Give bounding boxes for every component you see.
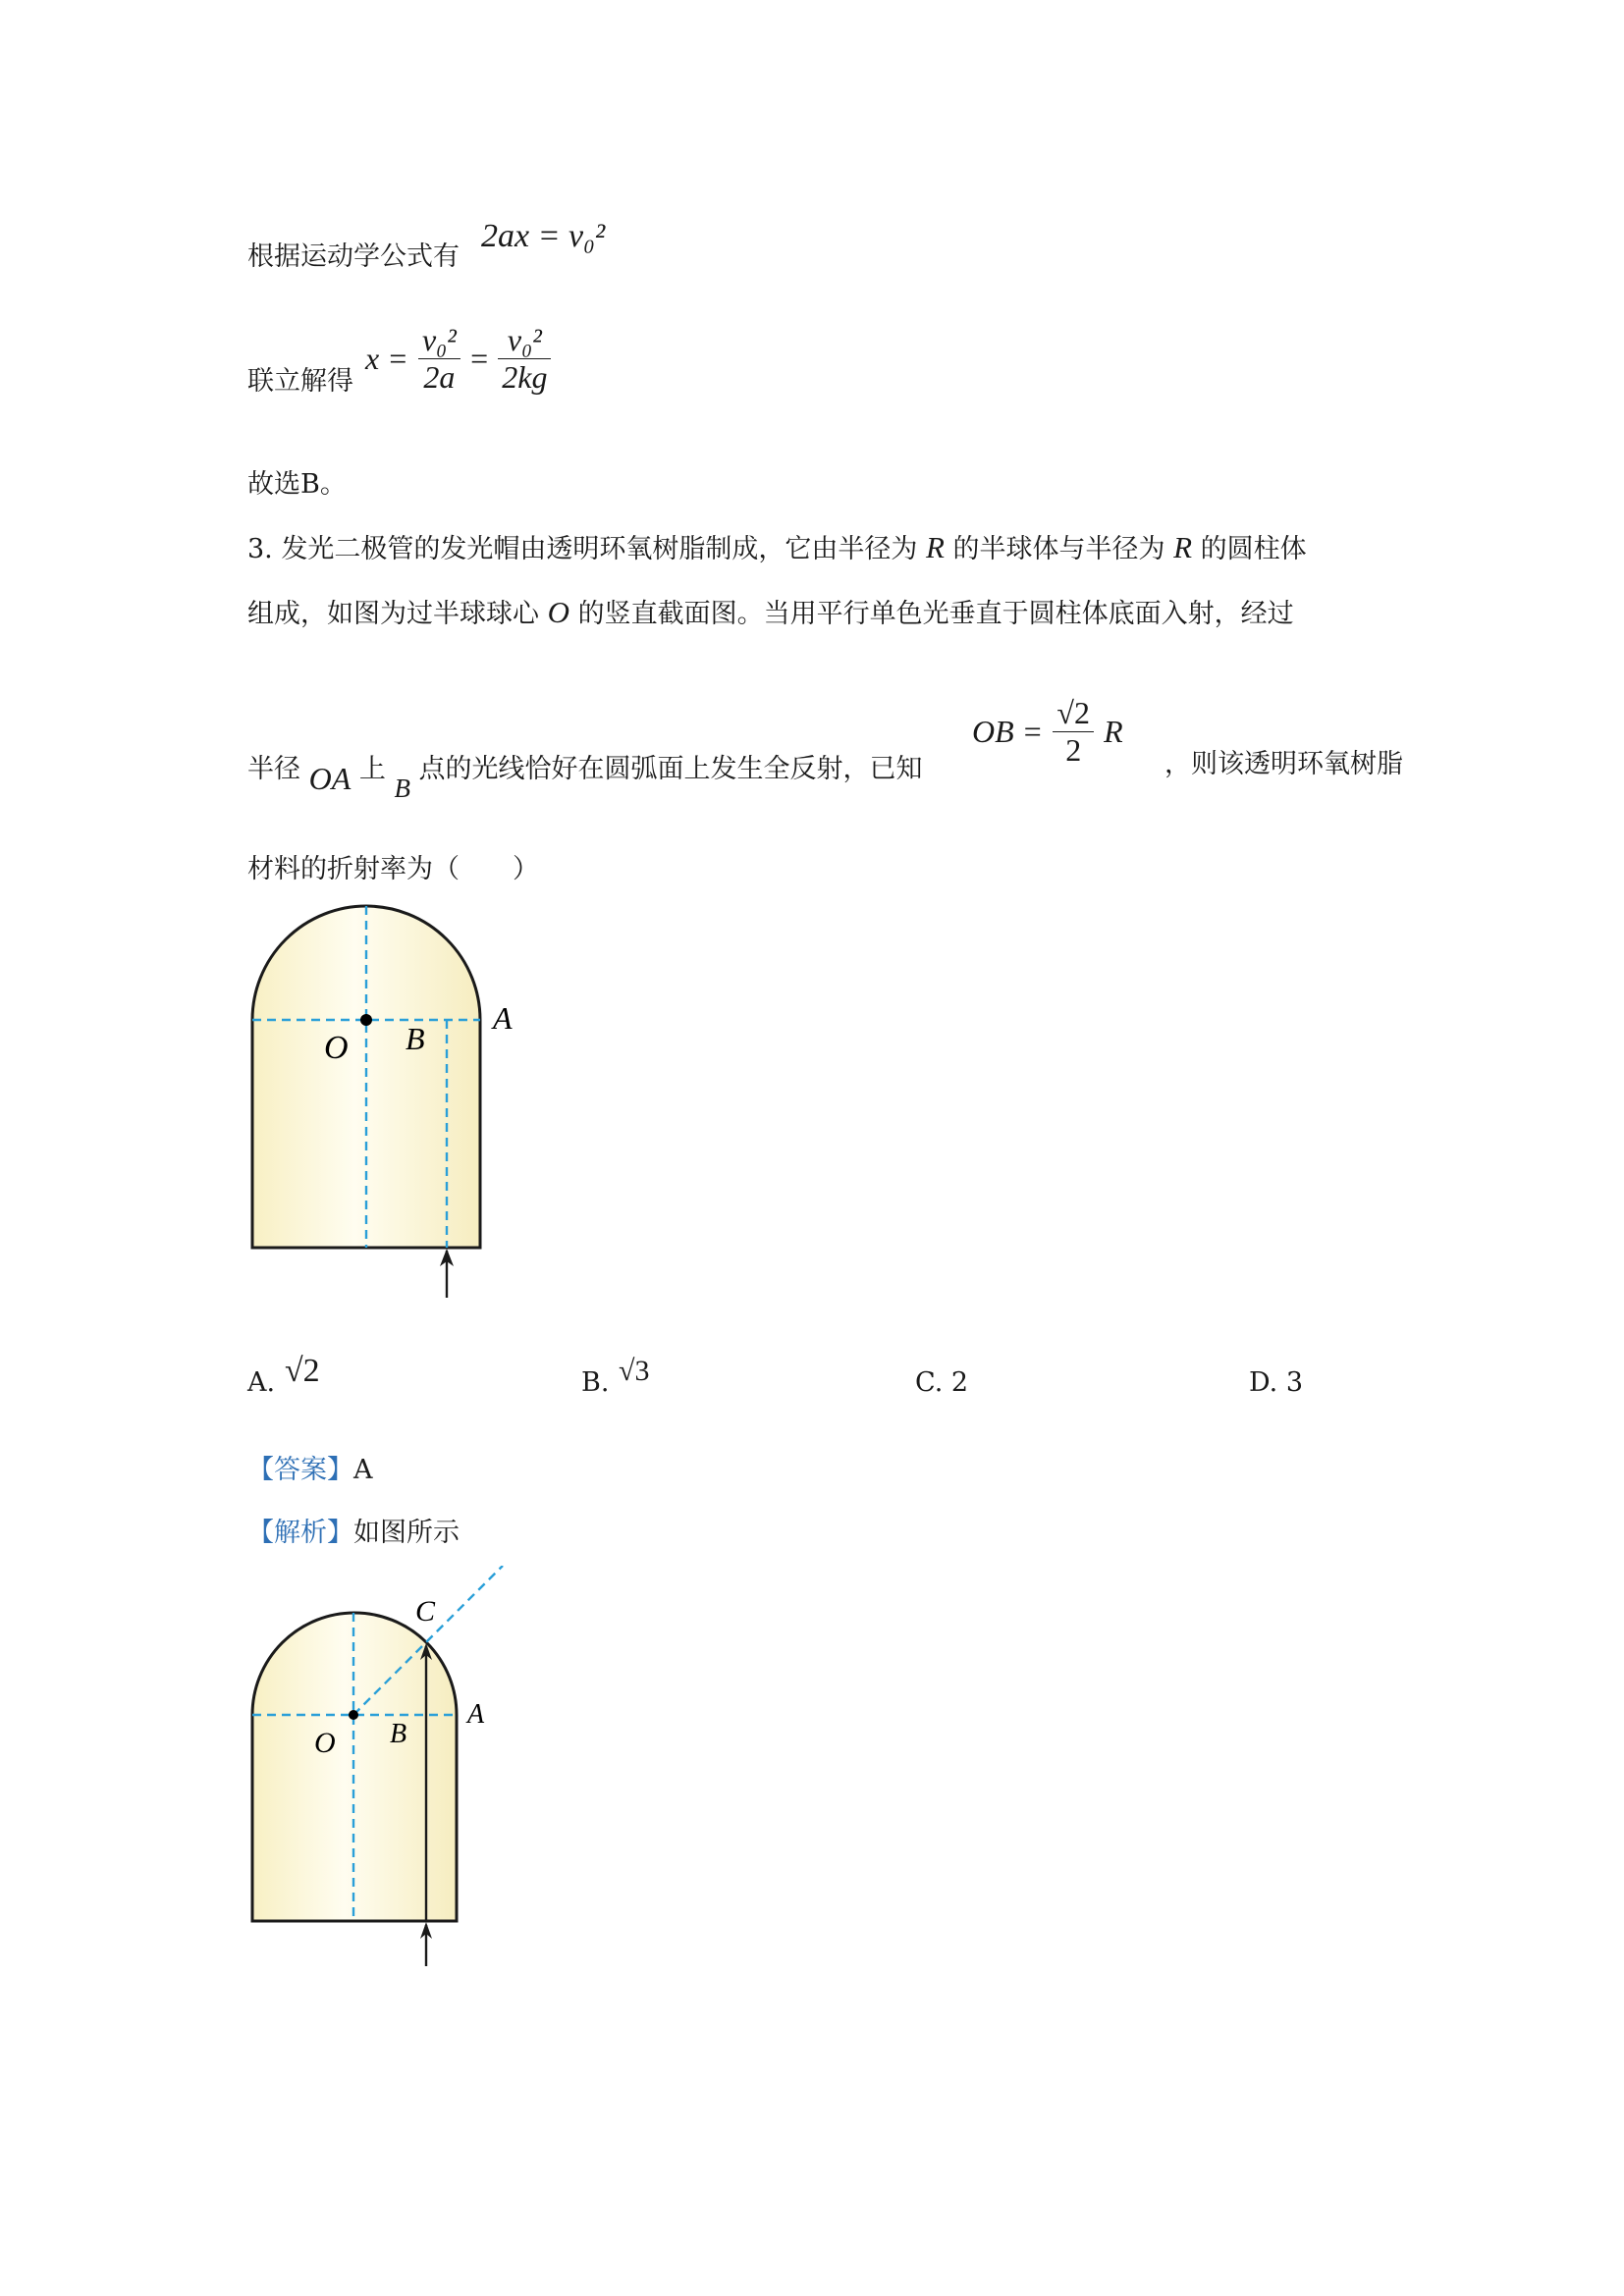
- kinematics-formula: 2ax = v₀²: [481, 218, 606, 254]
- question-text: 半径: [247, 754, 300, 784]
- kinematics-prefix: 根据运动学公式有: [247, 241, 460, 272]
- option-b[interactable]: [581, 1369, 609, 1396]
- symbol-r: R: [925, 530, 945, 564]
- fraction-1: [418, 322, 460, 396]
- ob-denominator: 2: [1065, 732, 1082, 768]
- question-line-1: [247, 532, 1307, 562]
- ob-fraction: [1053, 695, 1094, 769]
- question-number: 3.: [247, 534, 273, 564]
- option-d[interactable]: [1249, 1369, 1303, 1396]
- solve-lhs: x =: [365, 341, 408, 376]
- question-text: 的圆柱体: [1200, 534, 1307, 564]
- fraction-2-numerator: v₀²: [507, 322, 542, 357]
- question-text: 发光二极管的发光帽由透明环氧树脂制成，它由半径为: [281, 534, 918, 564]
- label-a: A: [467, 1699, 485, 1730]
- center-point-o: [360, 1014, 372, 1026]
- question-line-2: [247, 597, 1294, 627]
- solve-formula: [365, 322, 551, 396]
- option-c-letter: C.: [915, 1367, 944, 1398]
- fraction-1-denominator: 2a: [423, 359, 456, 395]
- symbol-oa: OA: [308, 761, 352, 796]
- question-text: 上: [358, 754, 386, 784]
- question-text: 的半球体与半径为: [952, 534, 1165, 564]
- symbol-b: B: [394, 774, 410, 803]
- option-b-letter: B.: [581, 1367, 610, 1398]
- symbol-o: O: [547, 595, 569, 629]
- label-b: B: [390, 1719, 407, 1749]
- label-o: O: [314, 1727, 336, 1759]
- question-text: 组成，如图为过半球球心: [247, 599, 539, 629]
- option-a-letter: A.: [247, 1367, 276, 1398]
- label-c: C: [415, 1595, 436, 1628]
- option-c-value: 2: [950, 1367, 969, 1398]
- fraction-1-numerator: v₀²: [421, 322, 457, 357]
- answer-line: [247, 1457, 373, 1483]
- analysis-text: 如图所示: [353, 1518, 460, 1548]
- fraction-2: [498, 322, 551, 396]
- symbol-r: R: [1173, 530, 1193, 564]
- option-a-value: √2: [285, 1353, 320, 1389]
- question-text: 的竖直截面图。当用平行单色光垂直于圆柱体底面入射，经过: [577, 599, 1294, 629]
- kinematics-line: [247, 243, 460, 270]
- equals-sign: =: [470, 341, 489, 376]
- option-d-letter: D.: [1249, 1367, 1278, 1398]
- figure-1: [236, 893, 550, 1315]
- figure-2: [236, 1566, 530, 1978]
- question-text: 点的光线恰好在圆弧面上发生全反射，已知: [418, 754, 923, 784]
- ob-r: R: [1104, 714, 1123, 749]
- option-b-value: √3: [619, 1355, 650, 1387]
- ob-lhs: OB =: [972, 714, 1044, 749]
- option-a[interactable]: [247, 1369, 275, 1396]
- fraction-2-denominator: 2kg: [502, 359, 548, 395]
- ob-formula: [972, 695, 1123, 769]
- answer-tag: 【答案】: [247, 1455, 353, 1485]
- conclusion-text: 故选B。: [247, 469, 347, 500]
- analysis-tag: 【解析】: [247, 1518, 353, 1548]
- option-d-value: 3: [1285, 1367, 1304, 1398]
- label-b: B: [406, 1021, 425, 1056]
- label-a: A: [493, 1000, 513, 1036]
- label-o: O: [324, 1030, 349, 1066]
- solve-prefix: 联立解得: [247, 366, 353, 397]
- option-c[interactable]: [915, 1369, 968, 1396]
- question-line-4: 材料的折射率为（ ）: [247, 854, 539, 884]
- center-point-o: [349, 1710, 358, 1720]
- analysis-line: [247, 1520, 460, 1546]
- question-line-3-end: ，则该透明环氧树脂: [1164, 749, 1403, 779]
- ob-numerator: √2: [1056, 695, 1090, 730]
- question-line-3: [247, 751, 923, 803]
- answer-value: A: [353, 1455, 373, 1485]
